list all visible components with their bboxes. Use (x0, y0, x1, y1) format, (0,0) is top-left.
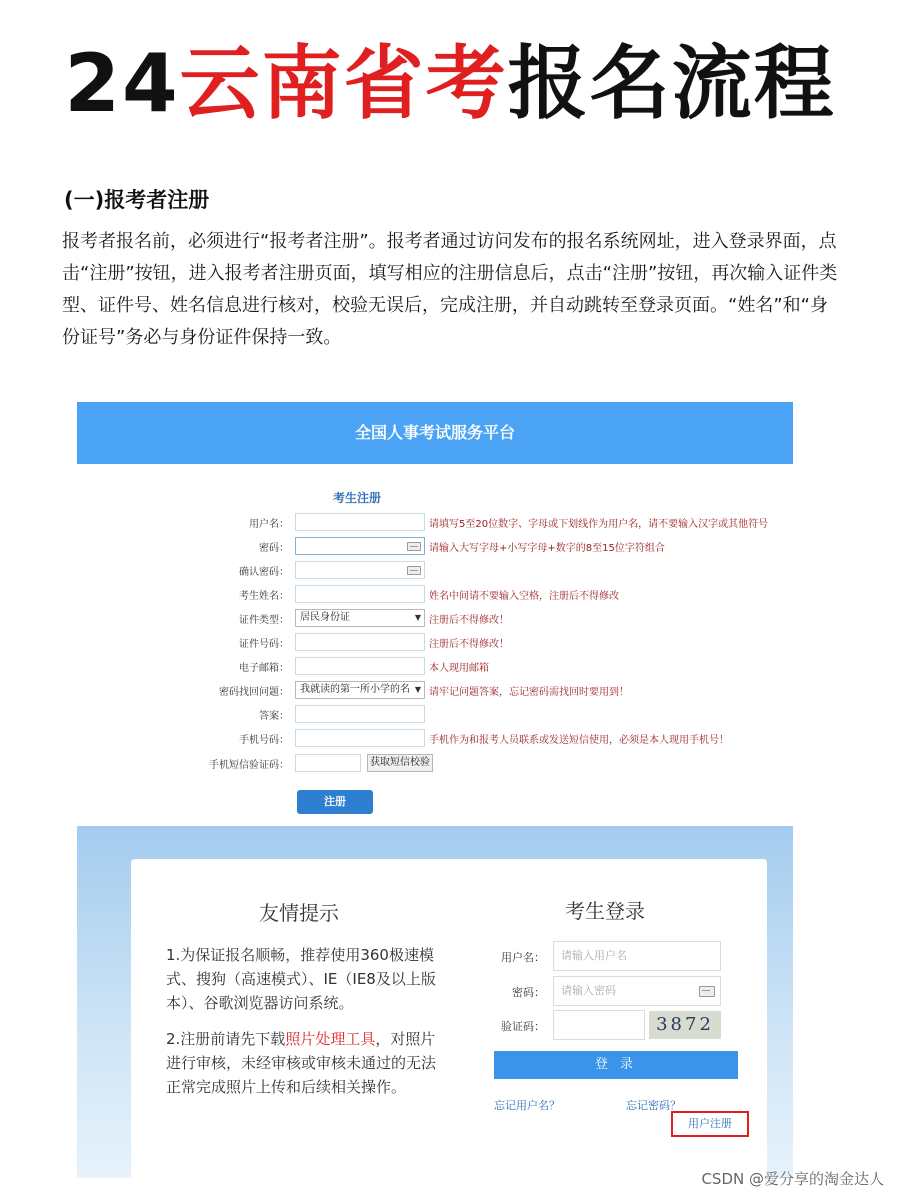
field-hint: 注册后不得修改！ (429, 639, 509, 650)
id-type-select[interactable] (295, 609, 425, 627)
field-hint: 手机作为和报考人员联系或发送短信使用，必须是本人现用手机号！ (429, 735, 729, 746)
dropdown-arrow-icon: ▼ (414, 613, 421, 622)
field-label: 证件类型： (239, 615, 289, 626)
keyboard-icon[interactable] (407, 566, 421, 575)
email-input[interactable] (295, 657, 425, 675)
field-label: 密码： (259, 543, 289, 554)
registration-screenshot (77, 402, 793, 822)
captcha-label: 验证码： (501, 1020, 545, 1033)
keyboard-icon[interactable] (699, 986, 715, 997)
login-row-password (491, 976, 731, 1006)
form-row-name (77, 585, 793, 603)
select-value: 我就读的第一所小学的名 (300, 684, 410, 695)
field-label: 电子邮箱： (239, 663, 289, 674)
field-label: 考生姓名： (239, 591, 289, 602)
login-row-captcha (491, 1010, 731, 1040)
form-row-email (77, 657, 793, 675)
confirm-password-input[interactable] (295, 561, 425, 579)
field-label: 答案： (259, 711, 289, 722)
login-row-username (491, 941, 731, 971)
user-register-link[interactable]: 用户注册 (671, 1111, 749, 1137)
tip-photo-tool (166, 1027, 446, 1099)
captcha-input[interactable] (553, 1010, 645, 1040)
form-row-id-type (77, 609, 793, 627)
form-row-confirm-password (77, 561, 793, 579)
section-body: 报考者报名前，必须进行“报考者注册”。报考者通过访问发布的报名系统网址，进入登录界面，点击“注册”按钮，进入报考者注册页面，填写相应的注册信息后，点击“注册”按钮，再次输入证件类型、证件号、姓名信息进行核对，校验无误后，完成注册，并自动跳转至登录页面。“姓名”和“身份证号”务必与身份证件保持一致。 (62, 231, 838, 348)
headline-process: 报名流程 (507, 37, 836, 130)
forgot-password-link[interactable]: 忘记密码？ (626, 1099, 681, 1112)
login-password-input[interactable] (553, 976, 721, 1006)
headline-province: 云南省考 (179, 37, 508, 130)
select-value: 居民身份证 (300, 612, 350, 623)
login-screenshot (77, 826, 793, 1178)
password-placeholder: 请输入密码 (561, 984, 616, 997)
platform-header: 全国人事考试服务平台 (77, 402, 793, 464)
field-label: 手机号码： (239, 735, 289, 746)
answer-input[interactable] (295, 705, 425, 723)
form-row-answer (77, 705, 793, 723)
register-submit-button[interactable]: 注册 (297, 790, 373, 814)
field-hint: 请输入大写字母+小写字母+数字的8至15位字符组合 (429, 543, 665, 554)
login-button[interactable]: 登 录 (494, 1051, 738, 1079)
field-hint: 请牢记问题答案，忘记密码需找回时要用到！ (429, 687, 629, 698)
field-label: 手机短信验证码： (209, 760, 289, 771)
forgot-username-link[interactable]: 忘记用户名？ (494, 1099, 560, 1112)
name-input[interactable] (295, 585, 425, 603)
register-form-title: 考生注册 (333, 491, 382, 505)
field-label: 密码找回问题： (219, 687, 289, 698)
password-label: 密码： (512, 986, 545, 999)
tips-title: 友情提示 (259, 901, 339, 925)
form-row-username (77, 513, 793, 531)
username-input[interactable] (295, 513, 425, 531)
login-title: 考生登录 (565, 899, 645, 923)
dropdown-arrow-icon: ▼ (414, 685, 421, 694)
field-label: 用户名： (249, 519, 289, 530)
login-card (131, 859, 767, 1178)
security-question-select[interactable] (295, 681, 425, 699)
get-sms-code-button[interactable]: 获取短信校验 (367, 754, 433, 772)
field-label: 证件号码： (239, 639, 289, 650)
page-headline (0, 36, 900, 132)
tip-text: 2.注册前请先下载 (166, 1030, 286, 1048)
sms-code-input[interactable] (295, 754, 361, 772)
headline-year: 24 (64, 37, 180, 130)
section-title: (一)报考者注册 (64, 188, 210, 212)
form-row-id-number (77, 633, 793, 651)
id-number-input[interactable] (295, 633, 425, 651)
field-hint: 姓名中间请不要输入空格，注册后不得修改 (429, 591, 619, 602)
csdn-watermark: CSDN @爱分享的淘金达人 (701, 1170, 884, 1188)
password-input[interactable] (295, 537, 425, 555)
field-hint: 注册后不得修改！ (429, 615, 509, 626)
form-row-security-question (77, 681, 793, 699)
form-row-password (77, 537, 793, 555)
field-label: 确认密码： (239, 567, 289, 578)
field-hint: 请填写5至20位数字、字母或下划线作为用户名，请不要输入汉字或其他符号 (429, 519, 769, 530)
username-label: 用户名： (501, 951, 545, 964)
login-username-input[interactable]: 请输入用户名 (553, 941, 721, 971)
form-row-sms-code (77, 754, 793, 772)
captcha-image[interactable]: 3872 (649, 1011, 721, 1039)
phone-input[interactable] (295, 729, 425, 747)
photo-tool-link[interactable]: 照片处理工具 (285, 1030, 376, 1048)
field-hint: 本人现用邮箱 (429, 663, 489, 674)
tip-browser: 1.为保证报名顺畅，推荐使用360极速模式、搜狗（高速模式）、IE（IE8及以上版本）、谷歌浏览器访问系统。 (166, 946, 436, 1012)
tip-text: ，对照片进行审核，未经审核或审核未通过的无法正常完成照片上传和后续相关操作。 (166, 1030, 437, 1096)
keyboard-icon[interactable] (407, 542, 421, 551)
form-row-phone (77, 729, 793, 747)
